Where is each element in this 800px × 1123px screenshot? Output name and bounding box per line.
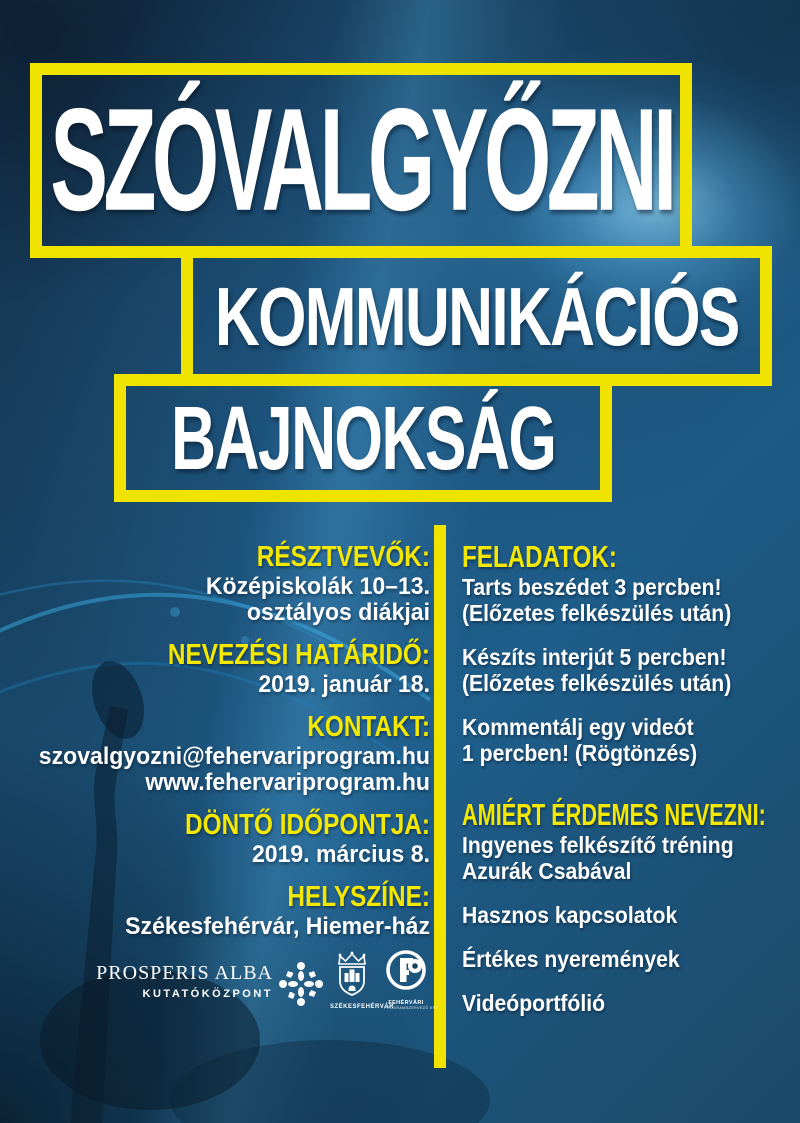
prosperis-alba-logo: [95, 962, 273, 1000]
contact-email: szovalgyozni@fehervariprogram.hu: [38, 743, 431, 770]
benefit-line: Videóportfólió: [462, 990, 606, 1016]
prosperis-alba-subtitle: KUTATÓKÖZPONT: [142, 988, 273, 1000]
task-line: (Előzetes felkészülés után): [462, 600, 732, 626]
fehervari-program-logo: [384, 949, 439, 1010]
title-box-middle: [181, 246, 772, 386]
deadline-heading: NEVEZÉSI HATÁRIDŐ:: [167, 639, 431, 671]
title-box-top: [30, 63, 692, 258]
title-box-bottom: [114, 374, 612, 502]
logo-row: [0, 945, 440, 1030]
fehervari-caption: FEHÉRVÁRI: [388, 1000, 424, 1006]
venue-heading: HELYSZÍNE:: [287, 881, 430, 913]
contact-website: www.fehervariprogram.hu: [145, 769, 430, 796]
task-line: Kommentálj egy videót: [462, 714, 694, 740]
benefit-line: Azurák Csabával: [462, 858, 632, 884]
szekesfehervar-caption: SZÉKESFEHÉRVÁR: [330, 1004, 394, 1010]
participants-heading: RÉSZTVEVŐK:: [256, 541, 430, 573]
participants-line: Középiskolák 10–13.: [205, 573, 430, 600]
benefit-line: Ingyenes felkészítő tréning: [462, 832, 734, 858]
deadline-date: 2019. január 18.: [258, 671, 430, 698]
prosperis-alba-name: PROSPERIS ALBA: [96, 962, 273, 984]
tasks-heading: FELADATOK:: [462, 539, 617, 574]
benefit-line: Értékes nyeremények: [462, 946, 680, 972]
tasks-column: [462, 540, 797, 1016]
contact-heading: KONTAKT:: [307, 711, 430, 743]
task-line: Készíts interjút 5 percben!: [462, 644, 727, 670]
participants-line: osztályos diákjai: [246, 599, 430, 626]
task-line: (Előzetes felkészülés után): [462, 670, 732, 696]
event-info-column: [20, 540, 430, 940]
poster-title-bajnoksag: BAJNOKSÁG: [170, 386, 556, 489]
final-date: 2019. március 8.: [251, 841, 430, 868]
poster-title-word: SZÓVALGYŐZNI: [49, 79, 673, 242]
benefit-line: Hasznos kapcsolatok: [462, 902, 678, 928]
poster-title-kommunikacios: KOMMUNIKÁCIÓS: [214, 269, 739, 363]
task-line: Tarts beszédet 3 percben!: [462, 574, 722, 600]
benefits-heading: AMIÉRT ÉRDEMES NEVEZNI:: [462, 797, 766, 832]
task-line: 1 percben! (Rögtönzés): [462, 740, 698, 766]
venue-line: Székesfehérvár, Hiemer-ház: [125, 913, 430, 940]
prosperis-rosette-icon: [277, 960, 325, 1008]
fehervari-caption-small: PROGRAMSZERVEZŐ KFT.: [384, 1006, 439, 1010]
szekesfehervar-logo: [330, 951, 394, 1010]
final-date-heading: DÖNTŐ IDŐPONTJA:: [185, 809, 430, 841]
